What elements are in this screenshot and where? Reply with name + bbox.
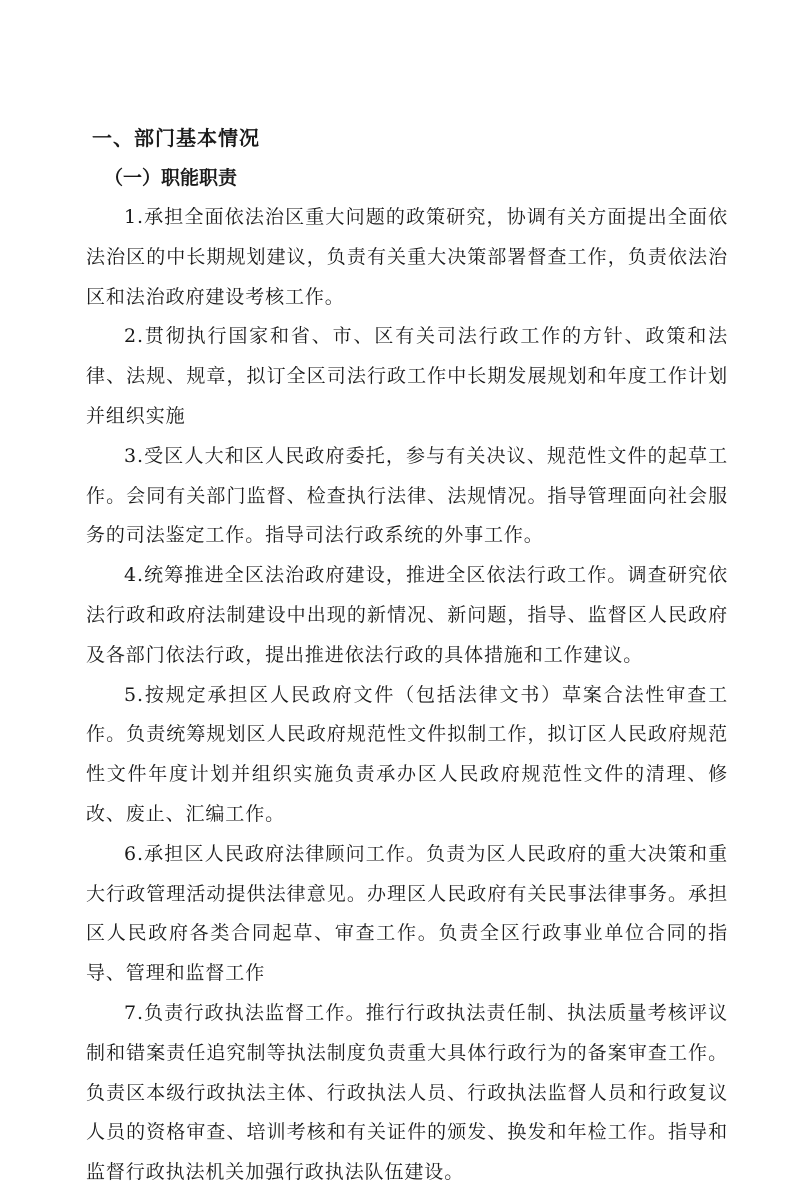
duty-paragraph-4: 4.统筹推进全区法治政府建设，推进全区依法行政工作。调查研究依法行政和政府法制建设中出现的新情况、新问题，指导、监督区人民政府及各部门依法行政，提出推进依法行政的具体措施和工作建议。 xyxy=(86,564,728,666)
duty-paragraph-5: 5.按规定承担区人民政府文件（包括法律文书）草案合法性审查工作。负责统筹规划区人民政府规范性文件拟制工作，拟订区人民政府规范性文件年度计划并组织实施负责承办区人民政府规范性文件的清理、修改、废止、汇编工作。 xyxy=(86,683,728,825)
document-body xyxy=(86,118,728,1193)
subsection-heading: （一）职能职责 xyxy=(104,167,238,189)
duty-paragraph-2: 2.贯彻执行国家和省、市、区有关司法行政工作的方针、政策和法律、法规、规章，拟订全区司法行政工作中长期发展规划和年度工作计划并组织实施 xyxy=(86,325,728,427)
duty-paragraph-3: 3.受区人大和区人民政府委托，参与有关决议、规范性文件的起草工作。会同有关部门监督、检查执行法律、法规情况。指导管理面向社会服务的司法鉴定工作。指导司法行政系统的外事工作。 xyxy=(86,444,728,547)
section-heading: 一、部门基本情况 xyxy=(92,126,260,150)
duty-paragraph-7: 7.负责行政执法监督工作。推行行政执法责任制、执法质量考核评议制和错案责任追究制等执法制度负责重大具体行政行为的备案审查工作。负责区本级行政执法主体、行政执法人员、行政执法监督人员和行政复议人员的资格审查、培训考核和有关证件的颁发、换发和年检工作。指导和监督行政执法机关加强行政执法队伍建设。 xyxy=(86,1001,728,1184)
duty-paragraph-6: 6.承担区人民政府法律顾问工作。负责为区人民政府的重大决策和重大行政管理活动提供法律意见。办理区人民政府有关民事法律事务。承担区人民政府各类合同起草、审查工作。负责全区行政事业单位合同的指导、管理和监督工作 xyxy=(86,842,728,985)
duty-paragraph-1: 1.承担全面依法治区重大问题的政策研究，协调有关方面提出全面依法治区的中长期规划建议，负责有关重大决策部署督查工作，负责依法治区和法治政府建设考核工作。 xyxy=(86,206,728,308)
